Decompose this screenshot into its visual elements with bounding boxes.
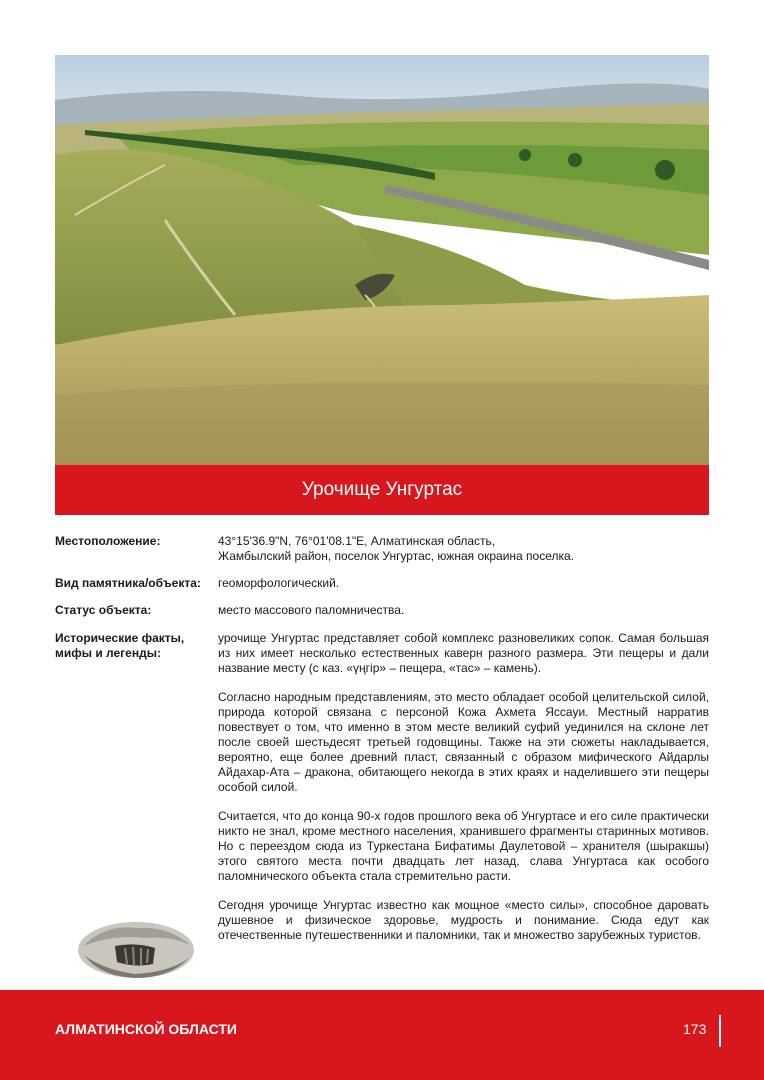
- footer-divider: [719, 1015, 721, 1047]
- footer-bar: [0, 990, 764, 1080]
- history-paragraph: Согласно народным представлениям, это место обладает особой целительской силой, природа которой связана с персоной Кожа Ахмета Яссауи. Местный нарратив повествует о том, что именно в этом месте великий суфий уединился на склоне лет после своей шестьдесят третьей годовщины. Также на эти сюжеты накладывается, вероятно, еще более древний пласт, связанный с образом мифического Айдарлы Айдахар-Ата – дракона, обитающего некогда в этих краях и наделившего эти пещеры особой силой.: [218, 690, 709, 794]
- cave-photo: [75, 916, 197, 980]
- history-label: Исторические факты, мифы и легенды:: [55, 631, 185, 660]
- type-label: Вид памятника/объекта:: [55, 576, 201, 590]
- location-label: Местоположение:: [55, 534, 161, 548]
- history-text: [218, 631, 709, 943]
- history-paragraph: Считается, что до конца 90-х годов прошлого века об Унгуртасе и его силе практически никто не знал, кроме местного населения, хранившего фрагменты старинных мотивов. Но с переездом сюда из Туркестана Бифатимы Даулетовой – хранителя (шыракшы) этого святого места почти двадцать лет назад, слава Унгуртаса как особого паломнического объекта стала стремительно расти.: [218, 809, 709, 883]
- title-bar: [55, 465, 709, 515]
- location-line-1: 43°15'36.9"N, 76°01'08.1"E, Алматинская область,: [218, 534, 496, 548]
- history-paragraph: Сегодня урочище Унгуртас известно как мощное «место силы», способное даровать душевное и физическое здоровье, мудрость и понимание. Сюда едут как отечественные путешественники и паломники, так и множество зарубежных туристов.: [218, 898, 709, 942]
- history-paragraph: урочище Унгуртас представляет собой комплекс разновеликих сопок. Самая большая из них имеет несколько естественных каверн разного размера. Эти пещеры и дали название месту (с каз. «үңгір» – пещера, «тас» – камень).: [218, 631, 709, 675]
- page-number: 173: [683, 1021, 707, 1037]
- status-label: Статус объекта:: [55, 603, 152, 617]
- status-value: место массового паломничества.: [218, 603, 405, 617]
- landscape-photo: [55, 55, 709, 465]
- footer-region: АЛМАТИНСКОЙ ОБЛАСТИ: [55, 1021, 237, 1037]
- type-value: геоморфологический.: [218, 576, 340, 590]
- location-line-2: Жамбылский район, поселок Унгуртас, южная окраина поселка.: [218, 549, 575, 563]
- location-value: [218, 534, 709, 564]
- page-title: Урочище Унгуртас: [301, 479, 463, 500]
